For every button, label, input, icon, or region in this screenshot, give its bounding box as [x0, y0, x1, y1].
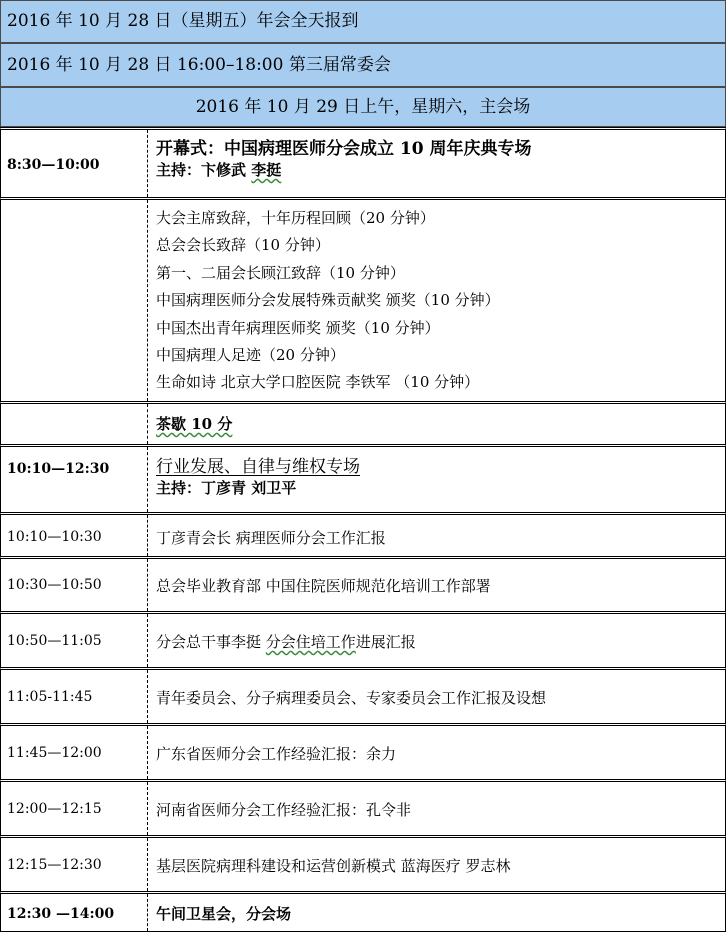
session-host-name: 李挺: [251, 161, 282, 180]
schedule-row-talk: [0, 835, 726, 891]
column-divider: [147, 515, 148, 556]
row-time: 11:45—12:00: [7, 745, 102, 761]
schedule-row-talk: [0, 611, 726, 667]
session-title: 行业发展、自律与维权专场: [156, 457, 360, 477]
header-committee-text: 2016 年 10 月 28 日 16:00–18:00 第三届常委会: [7, 54, 391, 75]
schedule-row-tea-break: [0, 401, 726, 444]
row-time: 8:30—10:00: [7, 157, 100, 173]
schedule-row-talk: [0, 556, 726, 611]
session-host: 主持：丁彦青 刘卫平: [156, 479, 297, 498]
talk-text: 总会毕业教育部 中国住院医师规范化培训工作部署: [156, 577, 491, 595]
talk-text: [156, 631, 721, 652]
header-band-registration: [0, 0, 726, 43]
schedule-row-industry-session: [0, 444, 726, 512]
row-time: 12:15—12:30: [7, 857, 102, 873]
talk-text: 广东省医师分会工作经验汇报：余力: [156, 745, 397, 763]
agenda-item: 中国病理医师分会发展特殊贡献奖 颁奖（10 分钟）: [156, 291, 500, 310]
header-main-venue-text: 2016 年 10 月 29 日上午，星期六，主会场: [195, 96, 531, 117]
agenda-item: 生命如诗 北京大学口腔医院 李铁军 （10 分钟）: [156, 373, 480, 392]
column-divider: [147, 559, 148, 611]
talk-text-part: 分会住培工作: [265, 633, 356, 651]
column-divider: [147, 670, 148, 723]
agenda-item: 中国病理人足迹（20 分钟）: [156, 346, 345, 365]
column-divider: [147, 726, 148, 779]
schedule-row-talk: [0, 667, 726, 723]
agenda-item: 总会会长致辞（10 分钟）: [156, 236, 330, 255]
column-divider: [147, 200, 148, 401]
agenda-item: 中国杰出青年病理医师奖 颁奖（10 分钟）: [156, 318, 440, 337]
column-divider: [147, 404, 148, 444]
schedule-row-talk: [0, 779, 726, 835]
column-divider: [147, 782, 148, 835]
row-time: 10:30—10:50: [7, 577, 102, 593]
schedule-row-talk: [0, 512, 726, 556]
talk-text-part: 进展汇报: [355, 633, 416, 651]
talk-text: 基层医院病理科建设和运营创新模式 蓝海医疗 罗志林: [156, 857, 511, 875]
talk-text: 河南省医师分会工作经验汇报：孔令非: [156, 801, 412, 819]
schedule-row-agenda-list: [0, 197, 726, 401]
talk-text: 丁彦青会长 病理医师分会工作汇报: [156, 529, 386, 547]
talk-text-part: 分会总干事李挺: [156, 633, 266, 651]
table-bottom-border: [0, 931, 726, 932]
talk-text: 青年委员会、分子病理委员会、专家委员会工作汇报及设想: [156, 689, 547, 707]
row-time: 10:10—10:30: [7, 529, 102, 545]
tea-break-label: 茶歇 10 分: [156, 415, 233, 433]
row-time: 10:10—12:30: [7, 461, 110, 477]
column-divider: [147, 130, 148, 197]
agenda-item: 第一、二届会长顾江致辞（10 分钟）: [156, 263, 405, 282]
session-title: 开幕式：中国病理医师分会成立 10 周年庆典专场: [156, 139, 532, 159]
schedule-row-lunch: [0, 891, 726, 931]
schedule-row-opening: [0, 127, 726, 197]
column-divider: [147, 614, 148, 667]
lunch-text: 午间卫星会，分会场: [156, 905, 292, 923]
row-time: 11:05-11:45: [7, 689, 93, 705]
row-time: 12:30 —14:00: [7, 906, 115, 922]
session-host-prefix: 主持：卞修武: [156, 161, 252, 180]
agenda-item: 大会主席致辞，十年历程回顾（20 分钟）: [156, 209, 435, 227]
header-band-committee: [0, 43, 726, 87]
header-registration-text: 2016 年 10 月 28 日（星期五）年会全天报到: [7, 11, 359, 31]
column-divider: [147, 894, 148, 931]
row-time: 10:50—11:05: [7, 633, 102, 649]
row-time: 12:00—12:15: [7, 801, 102, 817]
column-divider: [147, 447, 148, 512]
header-band-main-venue: [0, 87, 726, 127]
session-host: [156, 160, 721, 181]
column-divider: [147, 838, 148, 891]
schedule-row-talk: [0, 723, 726, 779]
